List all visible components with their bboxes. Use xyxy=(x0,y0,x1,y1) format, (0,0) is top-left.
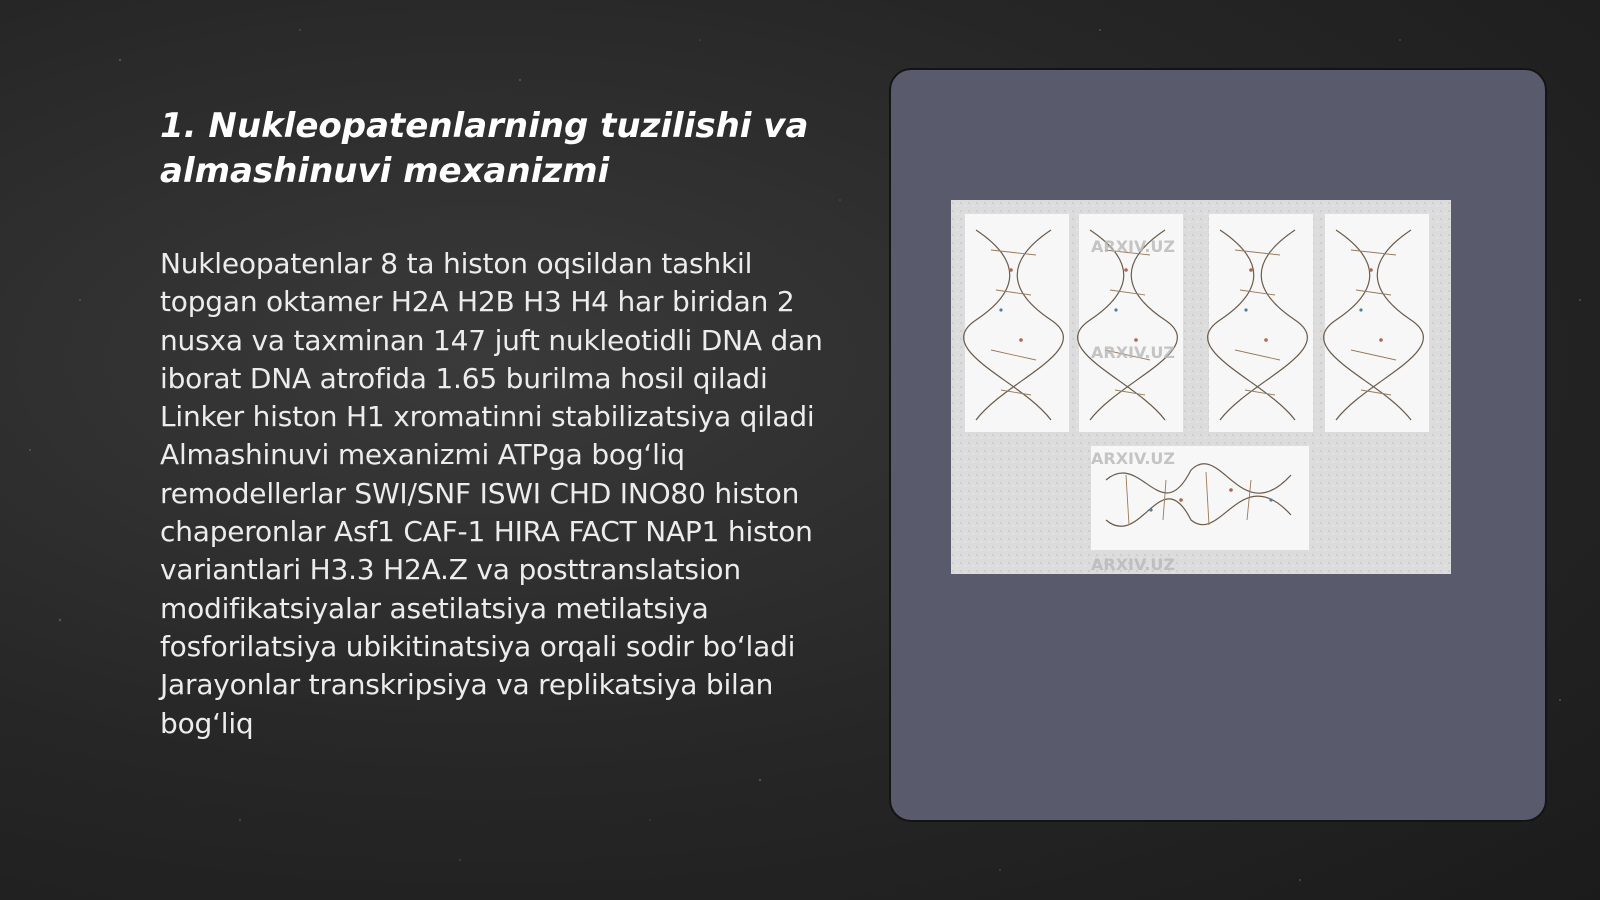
watermark-text: ARXIV.UZ xyxy=(1091,555,1175,574)
slide-body-text: Nukleopatenlar 8 ta histon oqsildan tashkil topgan oktamer H2A H2B H3 H4 har biridan 2 nusxa va taxminan 147 juft nukleotidli DNA dan iborat DNA atrofida 1.65 burilma hosil qiladi Linker histon H1 xromatinni stabilizatsiya qiladi Almashinuvi mexanizmi ATPga bog‘liq remodellerlar SWI/SNF ISWI CHD INO80 histon chaperonlar Asf1 CAF-1 HIRA FACT NAP1 histon variantlari H3.3 H2A.Z va posttranslatsion modifikatsiyalar asetilatsiya metilatsiya fosforilatsiya ubikitinatsiya orqali sodir bo‘ladi Jarayonlar transkripsiya va replikatsiya bilan bog‘liq xyxy=(160,247,823,740)
dna-structure-image xyxy=(951,200,1451,574)
watermark-text: ARXIV.UZ xyxy=(1091,449,1175,468)
watermark-text: ARXIV.UZ xyxy=(1091,237,1175,256)
slide-title: 1. Nukleopatenlarning tuzilishi va almashinuvi mexanizmi xyxy=(160,106,809,191)
watermark-text: ARXIV.UZ xyxy=(1091,343,1175,362)
image-panel xyxy=(889,68,1547,822)
